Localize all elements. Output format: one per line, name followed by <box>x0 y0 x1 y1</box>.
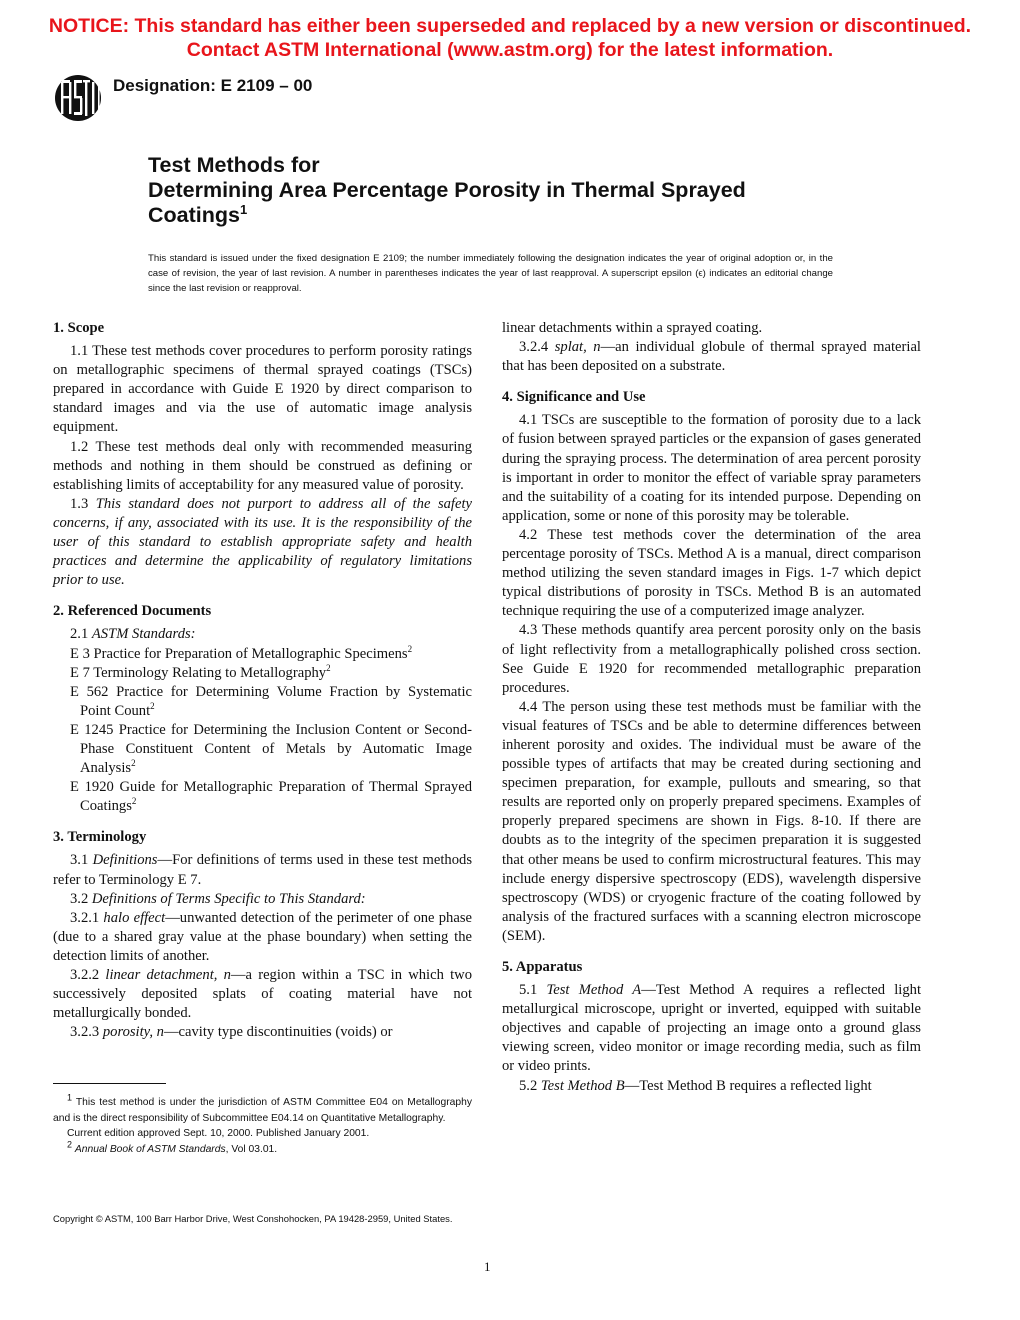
reference-item <box>53 683 472 721</box>
reference-item <box>53 664 472 683</box>
text: —cavity type discontinuities (voids) or <box>163 1024 393 1041</box>
text: E 7 Terminology Relating to Metallography <box>70 664 327 681</box>
paragraph <box>53 438 472 495</box>
paragraph <box>53 1023 472 1042</box>
paragraph <box>53 909 472 966</box>
footnote-2-marker: 2 <box>67 1139 73 1150</box>
footnote-ref: 2 <box>407 643 413 654</box>
reference-item <box>53 645 472 664</box>
notice-banner <box>0 14 1020 62</box>
paragraph <box>53 625 472 644</box>
text: 2.1 <box>70 626 92 643</box>
footnote-divider <box>53 1083 166 1084</box>
text: 4.1 TSCs are susceptible to the formation of porosity due to a lack of fusion between sprayed particles or the expansion of gases generated during the spraying process. The determination of area percent porosity is important in order to monitor the effect of variable spray parameters and the suitability of a coating for its intended purpose. Depending on application, some or none of this porosity may be tolerable. <box>502 412 921 524</box>
italic-text: Test Method A <box>546 982 642 999</box>
footnote-1b: Current edition approved Sept. 10, 2000. Published January 2001. <box>67 1128 370 1139</box>
paragraph <box>53 966 472 1023</box>
text: 5.2 <box>519 1077 541 1094</box>
footnote-1-marker: 1 <box>67 1092 73 1103</box>
designation: Designation: E 2109 – 00 <box>113 76 313 95</box>
footnote-1-text: This test method is under the jurisdiction of ASTM Committee E04 on Metallography and is the direct responsibility of Subcommittee E04.14 on Quantitative Metallography. <box>53 1097 472 1124</box>
text: 3. Terminology <box>53 829 147 846</box>
text: 4. Significance and Use <box>502 389 646 406</box>
paragraph <box>53 890 472 909</box>
text: 3.1 <box>70 852 93 869</box>
text: 3.2.2 <box>70 967 106 983</box>
footnote-2 <box>53 1139 472 1158</box>
text: 2. Referenced Documents <box>53 603 212 620</box>
footnote-ref: 2 <box>131 796 137 807</box>
paragraph <box>502 411 921 526</box>
reference-item <box>53 778 472 816</box>
text: 5.1 <box>519 982 547 999</box>
text: 1.2 These test methods deal only with recommended measuring methods and nothing in them should be construed as defining or establishing limits of acceptability for any measured value of porosity. <box>53 438 472 493</box>
section-heading <box>502 388 921 407</box>
text: E 3 Practice for Preparation of Metallographic Specimens <box>70 645 408 662</box>
text: —Test Method B requires a reflected light <box>624 1077 872 1094</box>
text: 3.2.4 <box>519 339 555 356</box>
text: 3.2 <box>70 890 92 907</box>
text: E 1245 Practice for Determining the Inclusion Content or Second-Phase Constituent Content of Metals by Automatic Image Analysis <box>70 721 472 777</box>
text: E 562 Practice for Determining Volume Fraction by Systematic Point Count <box>70 683 472 719</box>
reference-item <box>53 721 472 778</box>
paragraph <box>502 338 921 376</box>
text: —Test Method A requires a reflected light metallurgical microscope, upright or inverted, equipped with suitable objectives and capable of projecting an image onto a ground glass viewing screen, video monitor or image recording media, such as film or video prints. <box>502 982 922 1075</box>
copyright: Copyright © ASTM, 100 Barr Harbor Drive, West Conshohocken, PA 19428-2959, United States. <box>53 1213 453 1224</box>
italic-text: porosity, n <box>102 1024 164 1041</box>
title-line-3-text: Coatings <box>148 203 240 227</box>
paragraph <box>53 342 472 437</box>
text: 1. Scope <box>53 320 105 336</box>
text: —an individual globule of thermal sprayed material that has been deposited on a substrate. <box>502 339 921 375</box>
paragraph <box>502 526 921 621</box>
paragraph <box>502 319 921 338</box>
text: 1.3 <box>70 495 96 512</box>
notice-line-1: NOTICE: This standard has either been superseded and replaced by a new version or discontinued. <box>48 15 972 37</box>
italic-text: ASTM Standards: <box>91 626 196 643</box>
section-heading <box>53 602 472 621</box>
text: 3.2.3 <box>70 1024 103 1041</box>
italic-text: linear detachment, n <box>105 967 231 983</box>
footnotes <box>53 1083 472 1157</box>
italic-text: This standard does not purport to address all of the safety concerns, if any, associated with its use. It is the responsibility of the user of this standard to establish appropriate safety and health practices and determine the applicability of regulatory limitations prior to use. <box>53 495 472 589</box>
notice-line-2: Contact ASTM International (www.astm.org) for the latest information. <box>186 39 834 61</box>
italic-text: splat, n <box>554 339 601 356</box>
text: 4.3 These methods quantify area percent porosity only on the basis of light reflectivity from a metallographically polished cross section. See Guide E 1920 for recommended metallographic preparation procedures. <box>502 622 921 696</box>
text: —For definitions of terms used in these test methods refer to Terminology E 7. <box>53 852 473 888</box>
title-line-3 <box>148 203 746 228</box>
text: 4.4 The person using these test methods must be familiar with the visual features of TSCs and be able to determine differences between inherent porosity and oxides. The individual must be aware of the possible types of artifacts that may be created during sectioning and specimen preparation, for example, pullouts and smearing, so that results are reported only on properly prepared specimens. Examples of properly prepared specimens are shown in Figs. 8-10. If there are doubts as to the integrity of the specimen preparation it is suggested that other means be used to confirm microstructural features. This may include energy dispersive spectroscopy (EDS), wavelength dispersive spectroscopy (WDS) or cryogenic fracture of the coating followed by analysis of the fractured surfaces with a scanning electron microscope (SEM). <box>502 698 921 944</box>
title-line-1: Test Methods for <box>148 153 320 177</box>
right-column <box>502 319 921 1096</box>
section-heading <box>53 828 472 847</box>
section-heading <box>53 319 472 338</box>
footnote-2-text: , Vol 03.01. <box>225 1143 278 1155</box>
text: 5. Apparatus <box>502 959 583 975</box>
paragraph <box>502 621 921 697</box>
italic-text: halo effect <box>103 909 166 926</box>
paragraph <box>502 981 921 1076</box>
footnote-ref: 2 <box>131 758 136 769</box>
document-title <box>148 153 746 228</box>
paragraph <box>502 1077 921 1096</box>
paragraph <box>502 698 921 946</box>
issuance-note: This standard is issued under the fixed designation E 2109; the number immediately following the designation indicates the year of original adoption or, in the case of revision, the year of last revision. A number in parentheses indicates the year of last reapproval. A superscript epsilon (ϵ) indicates an editorial change since the last revision or reapproval. <box>148 253 833 294</box>
italic-text: Definitions of Terms Specific to This Standard: <box>91 890 366 907</box>
text: —a region within a TSC in which two successively deposited splats of coating material have not metallurgically bonded. <box>53 967 472 1022</box>
paragraph <box>53 495 472 590</box>
italic-text: Definitions <box>92 852 158 869</box>
text: 3.2.1 <box>70 909 104 926</box>
text: linear detachments within a sprayed coating. <box>502 320 763 336</box>
left-column <box>53 319 472 1042</box>
footnote-ref: 2 <box>150 700 155 711</box>
page-number: 1 <box>484 1259 491 1274</box>
section-heading <box>502 958 921 977</box>
text: 4.2 These test methods cover the determination of the area percentage porosity of TSCs. Method A is a manual, direct comparison method utilizing the seven standard images in Figs. 1-7 which depict typical distributions of porosity in TSCs. Method B is an automated technique requiring the use of a computerized image analyzer. <box>502 526 921 620</box>
italic-text: Test Method B <box>540 1077 625 1094</box>
footnote-1 <box>53 1092 472 1126</box>
paragraph <box>53 851 472 889</box>
title-line-2: Determining Area Percentage Porosity in Thermal Sprayed <box>148 178 746 202</box>
astm-logo-icon <box>54 74 102 122</box>
text: E 1920 Guide for Metallographic Preparation of Thermal Sprayed Coatings <box>70 779 472 815</box>
footnote-ref: 2 <box>326 662 331 673</box>
text: —unwanted detection of the perimeter of one phase (due to a shared gray value at the phase boundary) when setting the detection limits of another. <box>53 909 472 964</box>
title-footnote-ref: 1 <box>239 201 248 217</box>
text: 1.1 These test methods cover procedures to perform porosity ratings on metallographic specimens of thermal sprayed coatings (TSCs) prepared in accordance with Guide E 1920 by direct comparison to standard images and via the use of automatic image analysis equipment. <box>53 343 472 436</box>
footnote-2-title: Annual Book of ASTM Standards <box>74 1143 226 1155</box>
